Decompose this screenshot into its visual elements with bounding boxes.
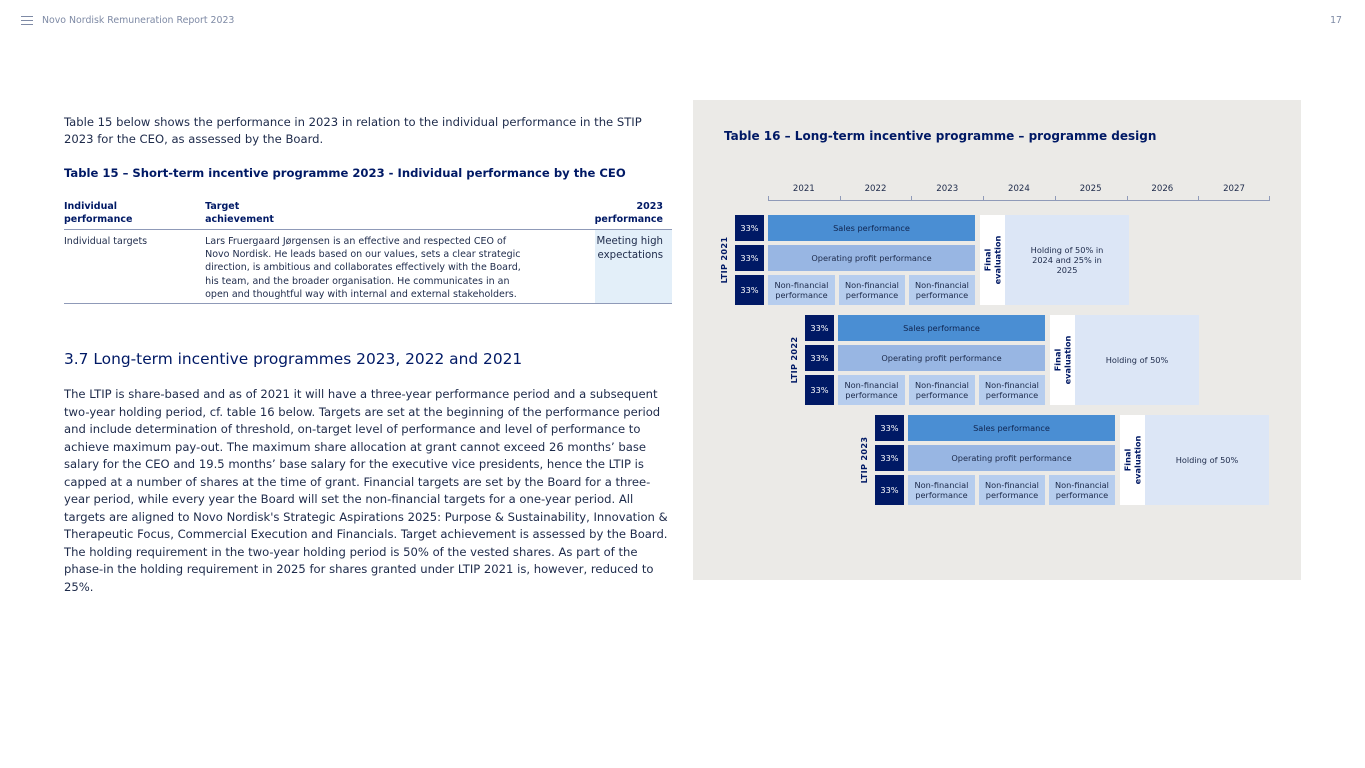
table16-title: Table 16 – Long-term incentive programme – programme design — [724, 129, 1157, 143]
left-column — [64, 114, 672, 596]
table15-cell-performance: Meeting high expectations — [595, 230, 672, 304]
document-title: Novo Nordisk Remuneration Report 2023 — [42, 15, 235, 26]
final-evaluation-label: Final evaluation — [1052, 335, 1072, 385]
pct-badge: 33% — [875, 415, 904, 441]
non-financial-bar: Non-financial performance — [979, 375, 1045, 405]
table15 — [64, 200, 672, 304]
year-axis-line — [768, 200, 1270, 201]
holding-period-box: Holding of 50% — [1145, 415, 1269, 505]
pct-badge: 33% — [735, 245, 764, 271]
holding-period-box: Holding of 50% — [1075, 315, 1199, 405]
pct-badge: 33% — [875, 445, 904, 471]
pct-badge: 33% — [735, 215, 764, 241]
year-label: 2025 — [1079, 184, 1102, 194]
year-tick — [768, 196, 769, 201]
sales-performance-bar: Sales performance — [768, 215, 975, 241]
sales-performance-bar: Sales performance — [838, 315, 1045, 341]
operating-profit-bar: Operating profit performance — [768, 245, 975, 271]
operating-profit-bar: Operating profit performance — [908, 445, 1115, 471]
non-financial-bar: Non-financial performance — [839, 275, 905, 305]
non-financial-bar: Non-financial performance — [838, 375, 905, 405]
final-evaluation-label: Final evaluation — [982, 235, 1002, 285]
table15-header-performance: 2023 performance — [595, 200, 672, 230]
non-financial-bar: Non-financial performance — [1049, 475, 1115, 505]
year-label: 2024 — [1008, 184, 1030, 194]
year-tick — [983, 196, 984, 201]
table15-header-individual: Individual performance — [64, 200, 205, 230]
year-axis — [768, 184, 1270, 202]
final-evaluation-box — [1120, 415, 1145, 505]
intro-paragraph: Table 15 below shows the performance in 2023 in relation to the individual performance in the STIP 2023 for the CEO, as assessed by the Board. — [64, 115, 642, 146]
year-label: 2027 — [1223, 184, 1245, 194]
year-tick — [1198, 196, 1199, 201]
ltip-label: LTIP 2023 — [859, 436, 869, 484]
table16-panel — [693, 100, 1301, 580]
year-tick — [1055, 196, 1056, 201]
sales-performance-bar: Sales performance — [908, 415, 1115, 441]
year-label: 2022 — [864, 184, 887, 194]
non-financial-bar: Non-financial performance — [909, 375, 975, 405]
final-evaluation-box — [980, 215, 1005, 305]
pct-badge: 33% — [805, 315, 834, 341]
table15-cell-target: Lars Fruergaard Jørgensen is an effective and respected CEO of Novo Nordisk. He leads based on our values, sets a clear strategic direction, is ambitious and collaborates effectively with the Board, his team, and the broader organisation. He communicates in an open and thoughtful way with internal and external stakeholders. — [205, 230, 594, 304]
year-tick — [911, 196, 912, 201]
year-tick — [1269, 196, 1270, 201]
year-label: 2021 — [792, 184, 815, 194]
ltip-label: LTIP 2022 — [789, 336, 799, 384]
year-tick — [1127, 196, 1128, 201]
non-financial-bar: Non-financial performance — [909, 275, 975, 305]
operating-profit-bar: Operating profit performance — [838, 345, 1045, 371]
year-label: 2023 — [936, 184, 959, 194]
table15-title: Table 15 – Short-term incentive programme 2023 - Individual performance by the CEO — [64, 166, 626, 180]
final-evaluation-label: Final evaluation — [1122, 435, 1142, 485]
non-financial-bar: Non-financial performance — [908, 475, 975, 505]
pct-badge: 33% — [805, 375, 834, 405]
year-tick — [840, 196, 841, 201]
top-bar — [0, 0, 1365, 44]
hamburger-menu-icon[interactable] — [21, 16, 33, 26]
table15-cell-individual: Individual targets — [64, 230, 205, 304]
non-financial-bar: Non-financial performance — [768, 275, 835, 305]
non-financial-bar: Non-financial performance — [979, 475, 1045, 505]
page-number: 17 — [1330, 15, 1342, 26]
year-label: 2026 — [1151, 184, 1174, 194]
pct-badge: 33% — [805, 345, 834, 371]
section-body: The LTIP is share-based and as of 2021 it will have a three-year performance period and a subsequent two-year holding period, cf. table 16 below. Targets are set at the beginning of the performance period and include determination of threshold, on-target level of performance and level of performance to achieve maximum pay-out. The maximum share allocation at grant cannot exceed 26 months’ base salary for the CEO and 19.5 months’ base salary for the executive vice presidents, hence the LTIP is capped at a number of shares at the time of grant. Financial targets are set by the Board for a three-year period, while every year the Board will set the non-financial targets for a one-year period. All targets are aligned to Novo Nordisk's Strategic Aspirations 2025: Purpose & Sustainability, Innovation & Therapeutic Focus, Commercial Execution and Financials. Target achievement is assessed by the Board. The holding requirement in the two-year holding period is 50% of the vested shares. As part of the phase-in the holding requirement in 2025 for shares granted under LTIP 2021 is, however, reduced to 25%. — [64, 387, 668, 594]
table15-header-row — [64, 200, 672, 230]
table15-header-target: Target achievement — [205, 200, 594, 230]
final-evaluation-box — [1050, 315, 1075, 405]
ltip-label: LTIP 2021 — [719, 236, 729, 284]
pct-badge: 33% — [735, 275, 764, 305]
table-row — [64, 230, 672, 304]
section-heading: 3.7 Long-term incentive programmes 2023, 2022 and 2021 — [64, 350, 523, 369]
holding-period-box: Holding of 50% in 2024 and 25% in 2025 — [1005, 215, 1129, 305]
pct-badge: 33% — [875, 475, 904, 505]
